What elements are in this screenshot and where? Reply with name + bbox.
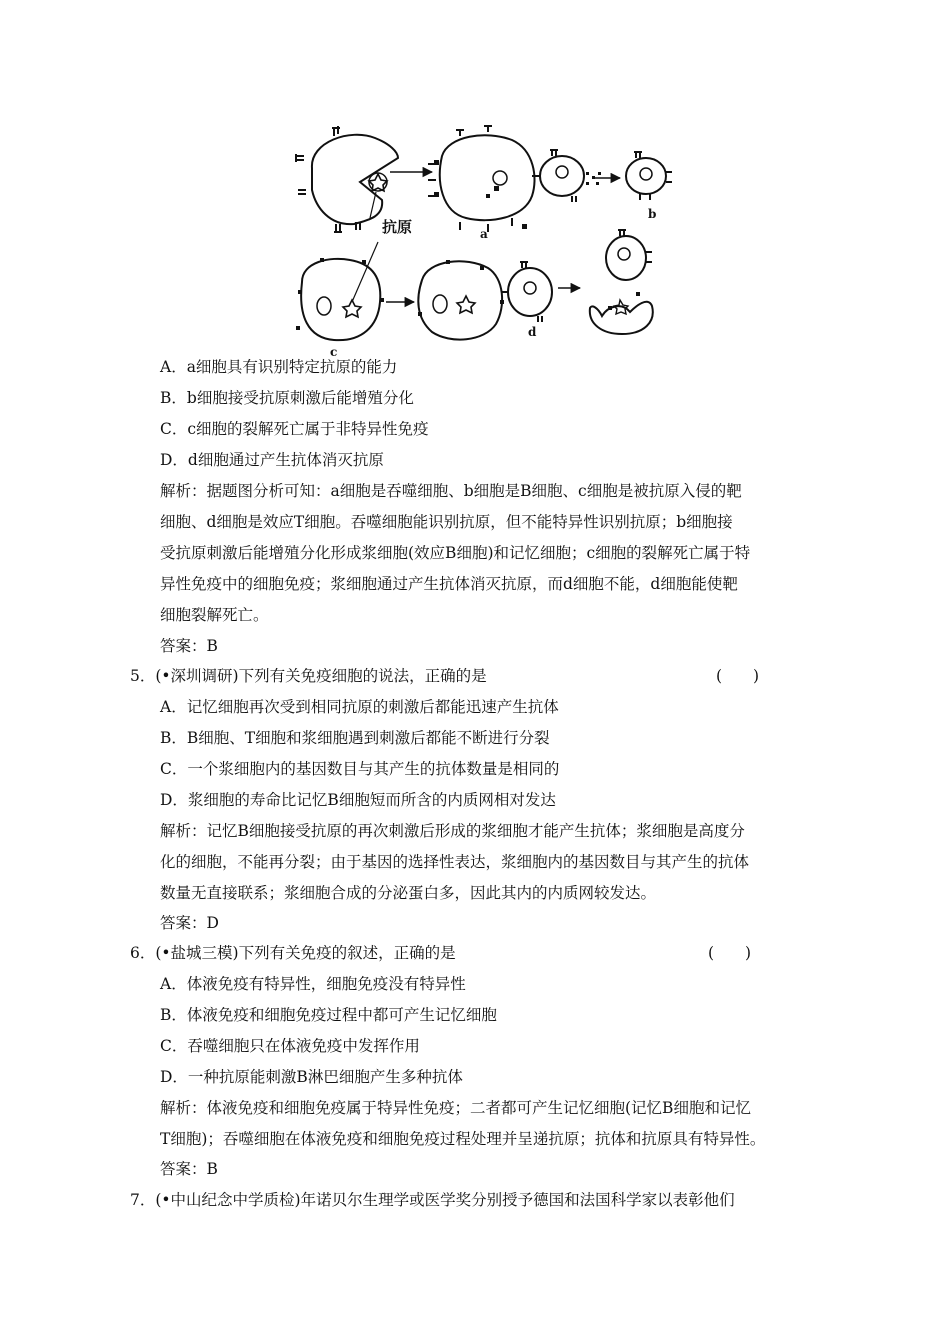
q6-option-d: D．一种抗原能刺激B淋巴细胞产生多种抗体 (160, 1068, 463, 1086)
q5-explanation-line: 数量无直接联系；浆细胞合成的分泌蛋白多，因此其内的内质网较发达。 (160, 884, 657, 902)
q6-option-a: A．体液免疫有特异性，细胞免疫没有特异性 (160, 975, 466, 993)
phagocyte-cell (312, 135, 398, 224)
cell-d (508, 268, 552, 316)
q4-option-c: C．c细胞的裂解死亡属于非特异性免疫 (160, 420, 429, 438)
cell-b (626, 158, 666, 194)
q6-option-b: B．体液免疫和细胞免疫过程中都可产生记忆细胞 (160, 1006, 497, 1024)
q5-option-b: B．B细胞、T细胞和浆细胞遇到刺激后都能不断进行分裂 (160, 729, 550, 747)
q4-answer: 答案：B (160, 637, 218, 655)
immune-cells-diagram (290, 120, 680, 360)
q4-option-a: A．a细胞具有识别特定抗原的能力 (160, 358, 398, 376)
q6-answer: 答案：B (160, 1160, 218, 1178)
q6-stem: 6．(•盐城三模)下列有关免疫的叙述，正确的是 (130, 944, 456, 962)
q4-explanation-line: 解析：据题图分析可知：a细胞是吞噬细胞、b细胞是B细胞、c细胞是被抗原入侵的靶 (160, 482, 742, 500)
q4-option-d: D．d细胞通过产生抗体消灭抗原 (160, 451, 384, 469)
q5-explanation-line: 解析：记忆B细胞接受抗原的再次刺激后形成的浆细胞才能产生抗体；浆细胞是高度分 (160, 822, 745, 840)
q6-answer-blank: ( ) (708, 944, 752, 962)
antigen-star-bottom (343, 300, 361, 317)
label-antigen: 抗原 (382, 218, 413, 236)
q7-stem: 7．(•中山纪念中学质检)年诺贝尔生理学或医学奖分别授予德国和法国科学家以表彰他们 (130, 1191, 735, 1209)
q6-explanation-line: T细胞)；吞噬细胞在体液免疫和细胞免疫过程处理并呈递抗原；抗体和抗原具有特异性。 (160, 1130, 766, 1148)
q4-explanation-line: 细胞裂解死亡。 (160, 606, 269, 624)
cell-a (440, 135, 535, 220)
label-a: a (480, 227, 488, 241)
q5-option-c: C．一个浆细胞内的基因数目与其产生的抗体数量是相同的 (160, 760, 560, 778)
q5-option-d: D．浆细胞的寿命比记忆B细胞短而所含的内质网相对发达 (160, 791, 556, 809)
cell-b-precursor (540, 156, 584, 196)
cell-c-infected (418, 261, 502, 339)
q6-explanation-line: 解析：体液免疫和细胞免疫属于特异性免疫；二者都可产生记忆细胞(记忆B细胞和记忆 (160, 1099, 751, 1117)
q5-answer: 答案：D (160, 914, 219, 932)
label-c: c (330, 345, 338, 359)
q4-explanation-line: 异性免疫中的细胞免疫；浆细胞通过产生抗体消灭抗原，而d细胞不能，d细胞能使靶 (160, 575, 738, 593)
cell-c (301, 259, 380, 340)
q5-stem: 5．(•深圳调研)下列有关免疫细胞的说法，正确的是 (130, 667, 487, 685)
label-d: d (528, 325, 537, 339)
q5-explanation-line: 化的细胞，不能再分裂；由于基因的选择性表达，浆细胞内的基因数目与其产生的抗体 (160, 853, 750, 871)
lysed-cell (590, 302, 653, 334)
label-b: b (648, 207, 657, 221)
q4-explanation-line: 细胞、d细胞是效应T细胞。吞噬细胞能识别抗原，但不能特异性识别抗原；b细胞接 (160, 513, 733, 531)
q5-answer-blank: ( ) (716, 667, 760, 685)
q5-option-a: A．记忆细胞再次受到相同抗原的刺激后都能迅速产生抗体 (160, 698, 559, 716)
q4-explanation-line: 受抗原刺激后能增殖分化形成浆细胞(效应B细胞)和记忆细胞；c细胞的裂解死亡属于特 (160, 544, 751, 562)
q4-option-b: B．b细胞接受抗原刺激后能增殖分化 (160, 389, 414, 407)
q6-option-c: C．吞噬细胞只在体液免疫中发挥作用 (160, 1037, 420, 1055)
